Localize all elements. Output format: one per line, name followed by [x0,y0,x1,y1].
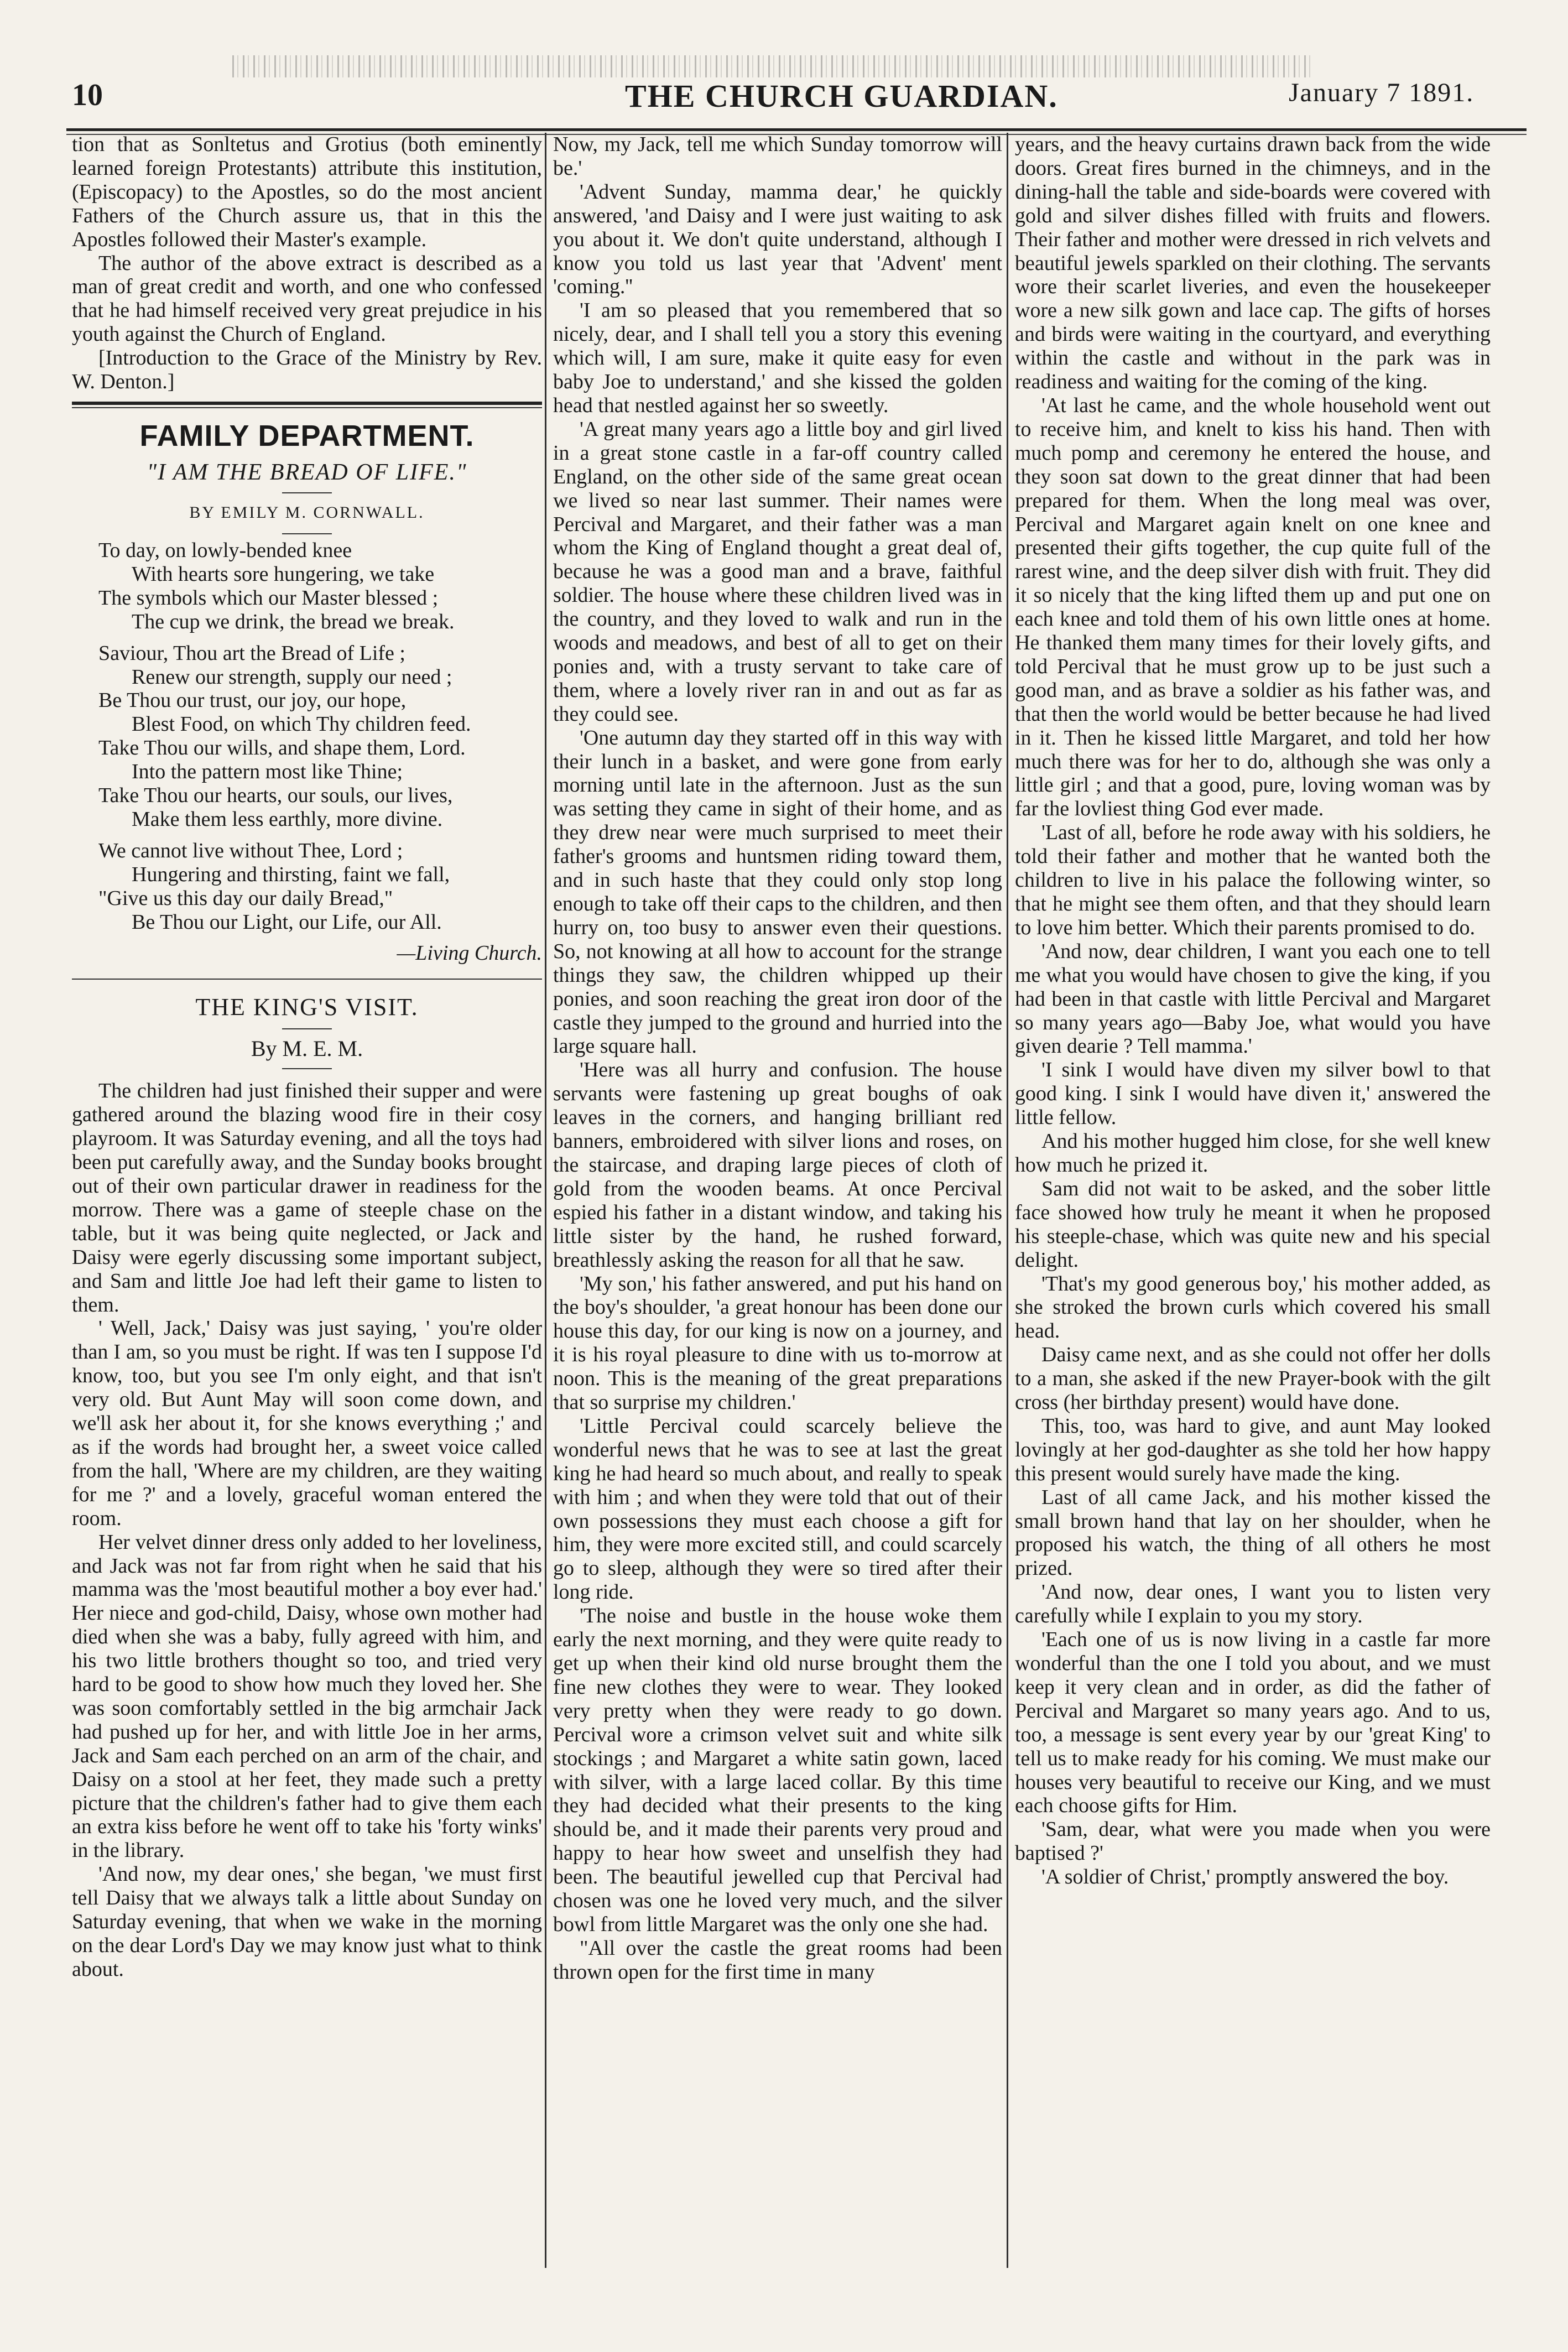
story-paragraph: 'Each one of us is now living in a castle far more wonderful than the one I told you about, and we must keep it very clean and in order, as did the father of Percival and Margaret so many years ago. And to us, too, a message is sent every year by our 'great King' to tell us to make ready for his coming. We must make our houses very beautiful to receive our King, and we must each choose gifts for Him. [1015,1628,1491,1818]
story-paragraph: ' Well, Jack,' Daisy was just saying, ' you're older than I am, so you must be right. If was ten I suppose I'd know, too, but you see I'm only eight, and that isn't very old. But Aunt May will soon come down, and we'll ask her about it, for she knows everything ;' and as if the words had brought her, a sweet voice called from the hall, 'Where are my children, are they waiting for me ?' and a lovely, graceful woman entered the room. [72,1317,542,1530]
intro-paragraph: tion that as Sonltetus and Grotius (both eminently learned foreign Protestants) attribute this institution, (Episcopacy) to the Apostles, so do the most ancient Fathers of the Church assure us, that in this the Apostles followed their Master's example. [72,133,542,251]
story-paragraph: And his mother hugged him close, for she well knew how much he prized it. [1015,1130,1491,1177]
short-rule [282,1028,332,1029]
story-paragraph: 'Here was all hurry and confusion. The house servants were fastening up great boughs of oak leaves in the corners, and hanging brilliant red banners, embroidered with silver lions and roses, on the staircase, and draping large pieces of cloth of gold from the wooden beams. At once Percival espied his father in a distant window, and taking his little sister by the hand, he rushed forward, breathlessly asking the reason for all that he saw. [553,1058,1002,1272]
page-number: 10 [72,78,103,112]
short-rule [282,533,332,534]
short-rule [282,1068,332,1069]
story-paragraph: 'My son,' his father answered, and put his hand on the boy's shoulder, 'a great honour has been done our house this day, for our king is now on a journey, and it is his royal pleasure to dine with us to-morrow at noon. This is the meaning of the great preparations that so surprise my children.' [553,1272,1002,1414]
column-divider [545,133,546,2268]
story-paragraph: 'I sink I would have diven my silver bowl to that good king. I sink I would have diven it,' answered the little fellow. [1015,1058,1491,1130]
section-rule [72,402,542,405]
section-rule-thin [72,407,542,408]
story-paragraph: 'Sam, dear, what were you made when you were baptised ?' [1015,1818,1491,1865]
poem-line: Take Thou our hearts, our souls, our lives, [98,784,453,808]
story-paragraph: 'A soldier of Christ,' promptly answered the boy. [1041,1865,1449,1889]
print-smudge [232,55,1311,77]
poem-line: Make them less earthly, more divine. [132,807,443,831]
poem-author: BY EMILY M. CORNWALL. [189,503,425,522]
poem-line: With hearts sore hungering, we take [132,562,435,586]
poem-line: Blest Food, on which Thy children feed. [132,712,471,736]
source-note: [Introduction to the Grace of the Ministry by Rev. W. Denton.] [72,346,542,394]
poem-stanza [72,642,542,831]
story-paragraph: 'And now, dear children, I want you each one to tell me what you would have chosen to give the king, if you had been in that castle with little Percival and Margaret so many years ago—Baby Joe, what would you have given dearie ? Tell mamma.' [1015,939,1491,1058]
story-paragraph: 'A great many years ago a little boy and girl lived in a great stone castle in a far-off country called England, on the other side of the same great ocean we lived so near last summer. Their names were Percival and Margaret, and their father was a man whom the King of England thought a great deal of, because he was a good man and a brave, faithful soldier. The house where these children lived was in the country, and they loved to walk and run in the woods and meadows, and best of all to get on their ponies and, with a trusty servant to take care of them, where a lovely river ran in and out as far as they could see. [553,417,1002,726]
story-paragraph: Her velvet dinner dress only added to her loveliness, and Jack was not far from right when he said that his mamma was the 'most beautiful mother a boy ever had.' Her niece and god-child, Daisy, whose own mother had died when she was a baby, fully agreed with him, and his two little brothers thought so too, and tried very hard to be good to show how much they loved her. She was soon comfortably settled in the big armchair Jack had pushed up for her, and with little Joe in her arms, Jack and Sam each perched on an arm of the chair, and Daisy on a stool at her feet, they made such a pretty picture that the children's father had to give them each an extra kiss before he went off to take his 'forty winks' in the library. [72,1530,542,1862]
story-paragraph: "All over the castle the great rooms had been thrown open for the first time in many [553,1936,1002,1984]
story-paragraph: 'One autumn day they started off in this way with their lunch in a basket, and were gone from early morning until late in the afternoon. Just as the sun was setting they came in sight of their home, and as they drew near were much surprised to meet their father's grooms and huntsmen riding toward them, and in such haste that they could only stop long enough to take off their caps to the children, and then hurry on, too busy to answer even their questions. So, not knowing at all how to account for the strange things they saw, the children whipped up their ponies, and soon reaching the great iron door of the castle they jumped to the ground and hurried into the large square hall. [553,726,1002,1058]
short-rule [282,492,332,493]
story-paragraph: Last of all came Jack, and his mother kissed the small brown hand that lay on her shoulder, when he proposed his watch, the thing of all others he most prized. [1015,1485,1491,1580]
issue-date: January 7 1891. [1289,78,1475,107]
poem-stanza [72,539,542,634]
department-heading: FAMILY DEPARTMENT. [139,419,475,452]
poem-line: Take Thou our wills, and shape them, Lord. [98,736,466,760]
column-2 [553,133,1002,2279]
column-3 [1015,133,1491,2279]
story-byline: By M. E. M. [251,1036,363,1061]
story-paragraph: 'Little Percival could scarcely believe the wonderful news that he was to see at last the great king he had heard so much about, and really to speak with him ; and when they were told that out of their own possessions they must each choose a gift for him, they were more excited still, and could scarcely go to sleep, although they were so tired after their long ride. [553,1414,1002,1604]
story-paragraph: years, and the heavy curtains drawn back from the wide doors. Great fires burned in the chimneys, and in the dining-hall the table and side-boards were covered with gold and silver dishes filled with fruits and flowers. Their father and mother were dressed in rich velvets and beautiful jewels sparkled on their clothing. The servants wore their scarlet liveries, and even the housekeeper wore a new silk gown and lace cap. The gifts of horses and birds were waiting in the courtyard, and everything within the castle and without in the park was in readiness and waiting for the coming of the king. [1015,133,1491,394]
poem-line: Into the pattern most like Thine; [132,760,403,784]
story-paragraph: 'And now, my dear ones,' she began, 'we must first tell Daisy that we always talk a little about Sunday on Saturday evening, that when we wake in the morning on the dear Lord's Day we may know just what to think about. [72,1862,542,1981]
section-rule-thin [72,979,542,980]
story-paragraph: The children had just finished their supper and were gathered around the blazing wood fire in their cosy playroom. It was Saturday evening, and all the toys had been put carefully away, and the Sunday books brought out of their own particular drawer in readiness for the morrow. There was a game of steeple chase on the table, but it was being quite neglected, or Jack and Daisy were egerly discussing some important subject, and Sam and little Joe had left their game to listen to them. [72,1079,542,1317]
story-paragraph: 'I am so pleased that you remembered that so nicely, dear, and I shall tell you a story this evening which will, I am sure, make it quite easy for even baby Joe to understand,' and she kissed the golden head that nestled against her so sweetly. [553,299,1002,417]
poem-line: "Give us this day our daily Bread," [98,886,393,910]
story-paragraph: 'The noise and bustle in the house woke them early the next morning, and they were quite ready to get up when their kind old nurse brought them the fine new clothes they were to wear. They looked very pretty when they were ready to go down. Percival wore a crimson velvet suit and white silk stockings ; and Margaret a white satin gown, laced with silver, with a large laced collar. By this time they had decided what their presents to the king should be, and it made their parents very proud and happy to hear how sweet and unselfish they had been. The beautiful jewelled cup that Percival had chosen was one he loved very much, and the silver bowl from little Margaret was the only one she had. [553,1604,1002,1936]
header-rule [66,128,1527,131]
story-paragraph: 'Last of all, before he rode away with his soldiers, he told their father and mother that he wanted both the children to live in his palace the following winter, so that he might see them often, and that they should learn to love him better. Which their parents promised to do. [1015,821,1491,939]
poem-line: Be Thou our Light, our Life, our All. [132,910,442,934]
poem-line: The cup we drink, the bread we break. [132,610,455,633]
poem-line: Hungering and thirsting, faint we fall, [132,862,450,886]
column-1 [72,133,542,2279]
masthead-title: THE CHURCH GUARDIAN. [625,78,1058,114]
story-paragraph: Sam did not wait to be asked, and the sober little face showed how truly he meant it when he proposed his steeple-chase, which was quite new and his special delight. [1015,1177,1491,1272]
poem-stanza [72,839,542,934]
poem-line: Be Thou our trust, our joy, our hope, [98,689,407,712]
story-paragraph: This, too, was hard to give, and aunt May looked lovingly at her god-daughter as she told her how happy this present would surely have made the king. [1015,1414,1491,1485]
story-paragraph: 'At last he came, and the whole household went out to receive him, and knelt to kiss his hand. Then with much pomp and ceremony he entered the house, and they soon sat down to the great dinner that had been prepared for them. When the long meal was over, Percival and Margaret again knelt on one knee and presented their gifts together, the cup quite full of the rarest wine, and the deep silver dish with fruit. They did it so nicely that the king lifted them up and put one on each knee and told them of his own little ones at home. He thanked them many times for their lovely gifts, and told Percival that he must grow up to be just such a good man, and as brave a soldier as his father was, and that then the world would be better because he had lived in it. Then he kissed little Margaret, and told her how much there was for her to do, although she was only a little girl ; and that a good, pure, loving woman was by far the lovliest thing God ever made. [1015,393,1491,821]
story-paragraph: 'And now, dear ones, I want you to listen very carefully while I explain to you my story. [1015,1580,1491,1628]
story-paragraph: 'That's my good generous boy,' his mother added, as she stroked the brown curls which covered his small head. [1015,1272,1491,1343]
poem-line: Renew our strength, supply our need ; [132,665,452,689]
intro-paragraph: The author of the above extract is described as a man of great credit and worth, and one who confessed that he had himself received very great prejudice in his youth against the Church of England. [72,251,542,346]
poem-title: "I AM THE BREAD OF LIFE." [147,459,467,485]
poem-line: The symbols which our Master blessed ; [98,586,439,610]
poem-line: To day, on lowly-bended knee [98,538,352,562]
poem-line: Saviour, Thou art the Bread of Life ; [98,641,405,665]
story-paragraph: Now, my Jack, tell me which Sunday tomorrow will be.' [553,133,1002,180]
story-paragraph: 'Advent Sunday, mamma dear,' he quickly answered, 'and Daisy and I were just waiting to ask you about it. We don't quite understand, although I know you told us last year that 'Advent' ment 'coming.'' [553,180,1002,299]
poem-line: We cannot live without Thee, Lord ; [98,839,403,862]
poem-source: —Living Church. [397,941,542,965]
column-divider [1007,133,1008,2268]
story-paragraph: Daisy came next, and as she could not offer her dolls to a man, she asked if the new Prayer-book with the gilt cross (her birthday present) would have done. [1015,1343,1491,1414]
story-title: THE KING'S VISIT. [195,993,419,1021]
